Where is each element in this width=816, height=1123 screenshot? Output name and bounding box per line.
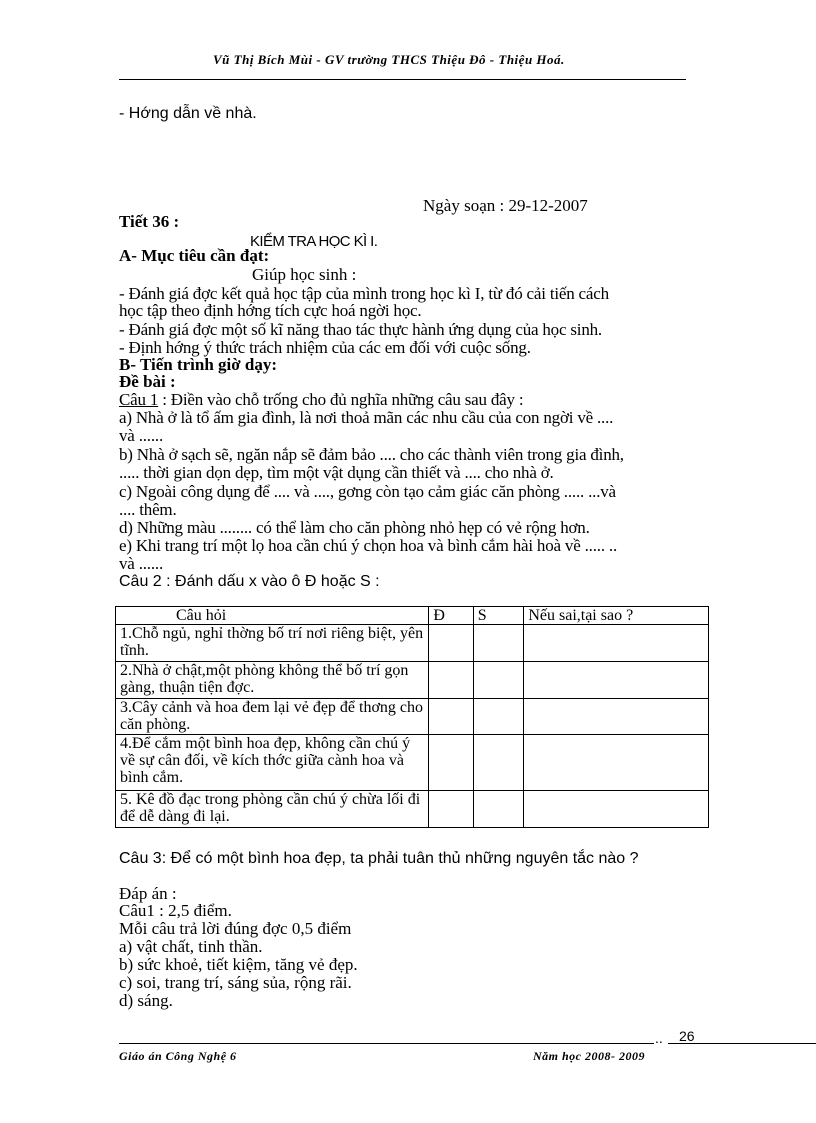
why-cell[interactable] <box>524 699 709 735</box>
lesson-number: Tiết 36 : <box>119 212 180 231</box>
question-cell: 2.Nhà ở chật,một phòng không thể bố trí gọn gàng, thuận tiện đợc. <box>116 662 429 699</box>
true-cell[interactable] <box>429 625 473 662</box>
answer-b: b) sức khoẻ, tiết kiệm, tăng vẻ đẹp. <box>119 955 358 974</box>
true-cell[interactable] <box>429 791 473 828</box>
objective-3: - Định hớng ý thức trách nhiệm của các em đối với cuộc sống. <box>119 338 531 357</box>
question-cell: 4.Để cắm một bình hoa đẹp, không cần chú ý về sự cân đối, về kích thớc giữa cành hoa và bình cắm. <box>116 735 429 791</box>
header-true: Đ <box>429 607 473 625</box>
item-a-line1: a) Nhà ở là tổ ấm gia đình, là nơi thoả mãn các nhu cầu của con ngời về .... <box>119 408 614 427</box>
question-1-text: : Điền vào chỗ trống cho đủ nghĩa những câu sau đây : <box>158 390 524 409</box>
footer-rule-left <box>119 1043 654 1044</box>
question-1-label: Câu 1 <box>119 390 159 409</box>
page-number: 26 <box>679 1028 695 1044</box>
answer-heading: Đáp án : <box>119 884 177 903</box>
objective-2: - Đánh giá đợc một số kĩ năng thao tác thực hành ứng dụng của học sinh. <box>119 320 602 339</box>
header-why: Nếu sai,tại sao ? <box>524 607 709 625</box>
item-b-line2: ..... thời gian dọn dẹp, tìm một vật dụng cần thiết và .... cho nhà ở. <box>119 463 554 482</box>
table-header-row <box>116 607 709 625</box>
objective-1a: - Đánh giá đợc kết quả học tập của mình trong học kì I, từ đó cải tiến cách <box>119 284 609 303</box>
table-row <box>116 699 709 735</box>
table-row <box>116 735 709 791</box>
table-row <box>116 791 709 828</box>
exam-title: KIỂM TRA HỌC KÌ I. <box>250 233 378 250</box>
section-b-heading: B- Tiến trình giờ dạy: <box>119 355 278 374</box>
footer-left: Giáo án Công Nghệ 6 <box>119 1049 237 1063</box>
why-cell[interactable] <box>524 662 709 699</box>
footer-right: Năm học 2008- 2009 <box>533 1049 645 1063</box>
section-a-heading: A- Mục tiêu cần đạt: <box>119 246 270 265</box>
answer-a: a) vật chất, tinh thần. <box>119 937 263 956</box>
answer-points: Mỗi câu trả lời đúng đợc 0,5 điểm <box>119 919 352 938</box>
false-cell[interactable] <box>473 662 524 699</box>
answer-c: c) soi, trang trí, sáng sủa, rộng rãi. <box>119 973 352 992</box>
page-header: Vũ Thị Bích Mùi - GV trường THCS Thiệu Đô - Thiệu Hoá. <box>213 52 565 67</box>
question-3-line: Câu 3: Để có một bình hoa đẹp, ta phải tuân thủ những nguyên tắc nào ? <box>119 850 639 867</box>
item-e-line1: e) Khi trang trí một lọ hoa cần chú ý chọn hoa và bình cắm hài hoà về ..... .. <box>119 536 618 555</box>
why-cell[interactable] <box>524 791 709 828</box>
false-cell[interactable] <box>473 735 524 791</box>
true-cell[interactable] <box>429 735 473 791</box>
item-c-line1: c) Ngoài công dụng để .... và ...., gơng còn tạo cảm giác căn phòng ..... ...và <box>119 482 616 501</box>
header-false: S <box>473 607 524 625</box>
item-a-line2: và ...... <box>119 426 163 445</box>
question-2-line: Câu 2 : Đánh dấu x vào ô Đ hoặc S : <box>119 573 380 590</box>
why-cell[interactable] <box>524 625 709 662</box>
true-cell[interactable] <box>429 699 473 735</box>
objective-1b: học tập theo định hớng tích cực hoá ngời học. <box>119 301 422 320</box>
question-1-line <box>119 391 523 409</box>
footer-rule-right <box>668 1043 816 1044</box>
item-d-line: d) Những màu ........ có thể làm cho căn phòng nhỏ hẹp có vẻ rộng hơn. <box>119 518 590 537</box>
false-cell[interactable] <box>473 791 524 828</box>
guide-line: - Hớng dẫn về nhà. <box>119 105 257 122</box>
help-line: Giúp học sinh : <box>252 265 357 284</box>
item-e-line2: và ...... <box>119 554 163 573</box>
true-cell[interactable] <box>429 662 473 699</box>
answer-q1: Câu1 : 2,5 điểm. <box>119 901 232 920</box>
header-rule <box>119 79 686 80</box>
question-cell: 5. Kê đồ đạc trong phòng cần chú ý chừa lối đi để dễ dàng đi lại. <box>116 791 429 828</box>
item-b-line1: b) Nhà ở sạch sẽ, ngăn nắp sẽ đảm bảo .... cho các thành viên trong gia đình, <box>119 445 624 464</box>
de-bai-heading: Đề bài : <box>119 372 176 391</box>
false-cell[interactable] <box>473 625 524 662</box>
true-false-table <box>115 606 709 828</box>
why-cell[interactable] <box>524 735 709 791</box>
answer-d: d) sáng. <box>119 991 173 1010</box>
question-cell: 1.Chỗ ngủ, nghỉ thờng bố trí nơi riêng biệt, yên tĩnh. <box>116 625 429 662</box>
false-cell[interactable] <box>473 699 524 735</box>
table-row <box>116 662 709 699</box>
question-cell: 3.Cây cảnh và hoa đem lại vẻ đẹp để thơng cho căn phòng. <box>116 699 429 735</box>
table-row <box>116 625 709 662</box>
header-question: Câu hỏi <box>116 607 429 625</box>
footer-dots: .. <box>655 1030 663 1046</box>
item-c-line2: .... thêm. <box>119 500 177 519</box>
date-line: Ngày soạn : 29-12-2007 <box>423 196 588 215</box>
